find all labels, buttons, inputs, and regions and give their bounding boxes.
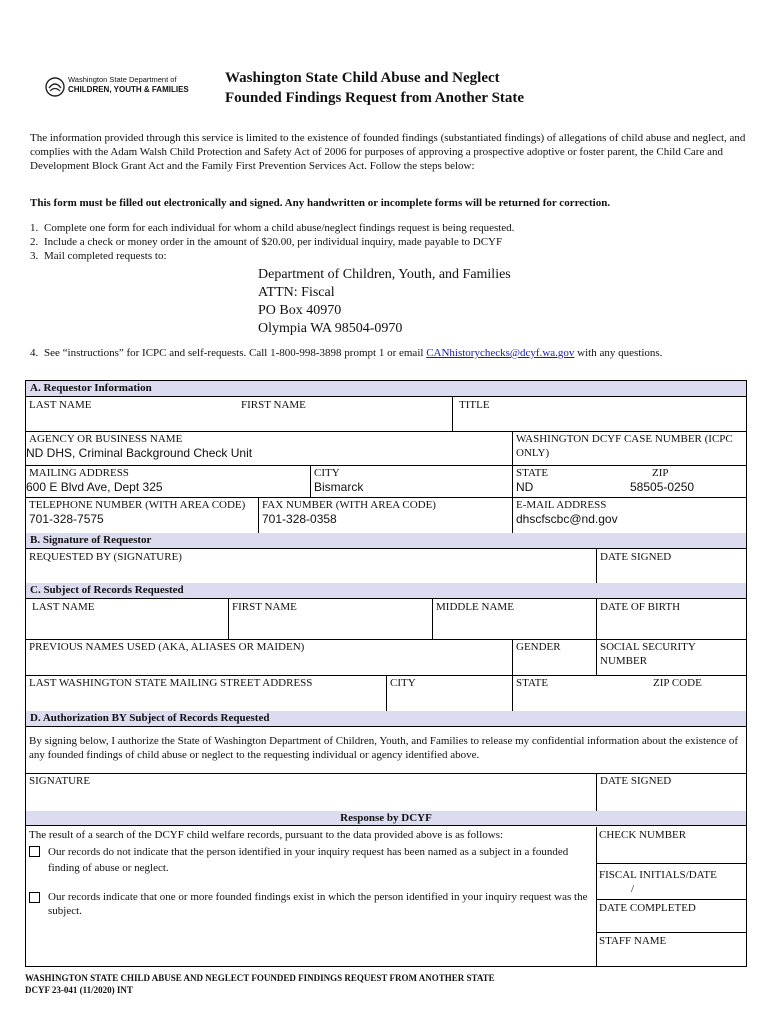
step-number: 4.: [30, 347, 39, 359]
field-value: ND: [516, 480, 534, 494]
field-label: PREVIOUS NAMES USED (AKA, ALIASES OR MAIDEN): [29, 641, 305, 653]
step-4-text: See “instructions” for ICPC and self-requests. Call 1-800-998-3898 prompt 1 or email: [44, 347, 427, 359]
field-label: DATE COMPLETED: [599, 902, 696, 914]
state-field[interactable]: [512, 465, 627, 497]
field-label: AGENCY OR BUSINESS NAME: [29, 433, 183, 445]
step-text: Mail completed requests to:: [44, 250, 167, 262]
field-label: LAST WASHINGTON STATE MAILING STREET ADDRESS: [29, 677, 313, 689]
dcyf-logo-icon: [44, 76, 66, 98]
footer-line-2: DCYF 23-041 (11/2020) INT: [25, 985, 133, 995]
mailing-address-field[interactable]: [26, 465, 310, 497]
dcyf-logo: [44, 74, 189, 102]
telephone-field[interactable]: [26, 497, 258, 533]
warning-text: This form must be filled out electronically and signed. Any handwritten or incomplete forms will be returned for correction.: [30, 197, 611, 209]
field-label: FIRST NAME: [232, 601, 297, 613]
field-label: STATE: [516, 677, 549, 689]
step-4-text-end: with any questions.: [574, 347, 663, 359]
field-label: LAST NAME: [32, 601, 95, 613]
field-value: 58505-0250: [630, 480, 695, 494]
staff-name-field[interactable]: [596, 932, 746, 967]
city-field[interactable]: [310, 465, 512, 497]
request-form: [25, 380, 747, 967]
address-line: PO Box 40970: [258, 303, 342, 318]
field-value: 701-328-7575: [29, 512, 104, 526]
email-field[interactable]: [512, 497, 746, 533]
wa-address-field[interactable]: [26, 675, 386, 711]
subject-state-field[interactable]: [512, 675, 650, 711]
field-label: MIDDLE NAME: [436, 601, 514, 613]
step-4: [30, 346, 746, 360]
address-line: Olympia WA 98504-0970: [258, 321, 403, 336]
step-number: 2.: [30, 236, 39, 248]
checkbox-no-findings[interactable]: [29, 846, 40, 857]
field-label: GENDER: [516, 641, 561, 653]
date-completed-field[interactable]: [596, 899, 746, 932]
field-label: LAST NAME: [29, 399, 92, 411]
step-number: 3.: [30, 250, 39, 262]
step-item: [30, 235, 746, 249]
fiscal-initials-field[interactable]: [596, 863, 746, 899]
zip-field[interactable]: [627, 465, 746, 497]
field-label: FIRST NAME: [241, 399, 306, 411]
agency-name-field[interactable]: [26, 431, 512, 465]
title-line-1: Washington State Child Abuse and Neglect: [225, 70, 500, 86]
checkbox-findings-exist[interactable]: [29, 892, 40, 903]
subject-signature-field[interactable]: [26, 773, 596, 811]
title-line-2: Founded Findings Request from Another State: [225, 90, 525, 106]
field-label: FAX NUMBER (WITH AREA CODE): [262, 499, 436, 511]
email-link[interactable]: CANhistorychecks@dcyf.wa.gov: [426, 347, 575, 359]
subject-middle-name-field[interactable]: [432, 599, 596, 639]
mailing-address-block: [258, 266, 511, 338]
subject-zip-field[interactable]: [650, 675, 746, 711]
logo-line-1: Washington State Department of: [68, 75, 177, 84]
field-separator: /: [631, 883, 635, 895]
option-text: Our records do not indicate that the person identified in your inquiry request has been named as a subject in a founded finding of abuse or neglect.: [48, 846, 569, 874]
step-item: [30, 249, 746, 263]
response-option-2: [29, 890, 593, 918]
check-number-field[interactable]: [596, 827, 746, 863]
fax-field[interactable]: [258, 497, 512, 533]
subject-first-name-field[interactable]: [228, 599, 432, 639]
field-label: SOCIAL SECURITY NUMBER: [600, 641, 696, 667]
case-number-field[interactable]: [512, 431, 746, 465]
address-line: ATTN: Fiscal: [258, 285, 335, 300]
response-header: Response by DCYF: [26, 811, 746, 826]
section-a-header: A. Requestor Information: [26, 381, 746, 397]
requestor-title-field[interactable]: [452, 397, 746, 431]
footer-line-1: WASHINGTON STATE CHILD ABUSE AND NEGLECT FOUNDED FINDINGS REQUEST FROM ANOTHER STATE: [25, 973, 495, 983]
step-text: Include a check or money order in the amount of $20.00, per individual inquiry, made payable to DCYF: [44, 236, 503, 248]
field-label: MAILING ADDRESS: [29, 467, 129, 479]
step-item: [30, 221, 746, 235]
field-label: CHECK NUMBER: [599, 829, 687, 841]
field-label: TELEPHONE NUMBER (WITH AREA CODE): [29, 499, 246, 511]
response-results: [26, 827, 596, 967]
subject-city-field[interactable]: [386, 675, 512, 711]
field-value: ND DHS, Criminal Background Check Unit: [26, 446, 253, 460]
steps-list: [30, 221, 746, 263]
field-value: Bismarck: [314, 480, 364, 494]
field-label: ZIP: [652, 467, 669, 479]
step-text: [44, 346, 662, 360]
subject-dob-field[interactable]: [596, 599, 746, 639]
ssn-field[interactable]: [596, 639, 746, 675]
requestor-date-signed-field[interactable]: [596, 549, 746, 583]
step-number: 1.: [30, 222, 39, 234]
field-value: 701-328-0358: [262, 512, 337, 526]
field-label: DATE OF BIRTH: [600, 601, 681, 613]
requestor-last-name-field[interactable]: [26, 397, 238, 431]
response-intro: The result of a search of the DCYF child welfare records, pursuant to the data provided above is as follows:: [29, 829, 504, 841]
subject-date-signed-field[interactable]: [596, 773, 746, 811]
section-d-header: D. Authorization BY Subject of Records Requested: [26, 711, 746, 727]
form-footer: [25, 972, 495, 996]
field-label: CITY: [390, 677, 416, 689]
section-b-header: B. Signature of Requestor: [26, 533, 746, 549]
field-value: dhscfscbc@nd.gov: [516, 512, 618, 526]
requestor-first-name-field[interactable]: [238, 397, 452, 431]
option-text: Our records indicate that one or more founded findings exist in which the person identified in your inquiry request was the subject.: [48, 891, 588, 917]
logo-line-2: CHILDREN, YOUTH & FAMILIES: [68, 85, 189, 94]
authorization-text: By signing below, I authorize the State of Washington Department of Children, Youth, and Families to release my confidential information about the existence of any founded findings of child abuse or neglect to the requesting individual or agency identified above.: [29, 735, 739, 761]
field-label: SIGNATURE: [29, 775, 91, 787]
field-label: STAFF NAME: [599, 935, 667, 947]
field-label: E-MAIL ADDRESS: [516, 499, 607, 511]
subject-last-name-field[interactable]: [26, 599, 228, 639]
requestor-signature-field[interactable]: [26, 549, 596, 583]
intro-paragraph: The information provided through this service is limited to the existence of founded findings (substantiated findings) of allegations of child abuse and neglect, and complies with the Adam Walsh Child Protection and Safety Act of 2006 for purposes of approving a prospective adoptive or foster parent, the Child Care and Development Block Grant Act and the Family First Prevention Services Act. Follow the steps below:: [30, 132, 746, 172]
section-c-header: C. Subject of Records Requested: [26, 583, 746, 599]
field-label: FISCAL INITIALS/DATE: [599, 869, 717, 881]
previous-names-field[interactable]: [26, 639, 512, 675]
field-label: CITY: [314, 467, 340, 479]
address-line: Department of Children, Youth, and Families: [258, 267, 511, 282]
field-label: STATE: [516, 467, 549, 479]
gender-field[interactable]: [512, 639, 596, 675]
field-label: DATE SIGNED: [600, 775, 672, 787]
field-label: TITLE: [459, 399, 490, 411]
form-title: [225, 68, 524, 108]
field-value: 600 E Blvd Ave, Dept 325: [26, 480, 163, 494]
response-option-1: [29, 844, 593, 876]
field-label: REQUESTED BY (SIGNATURE): [29, 551, 182, 563]
field-label: ZIP CODE: [653, 677, 702, 689]
step-text: Complete one form for each individual for whom a child abuse/neglect findings request is being requested.: [44, 222, 515, 234]
field-label: WASHINGTON DCYF CASE NUMBER (ICPC ONLY): [516, 433, 733, 459]
field-label: DATE SIGNED: [600, 551, 672, 563]
